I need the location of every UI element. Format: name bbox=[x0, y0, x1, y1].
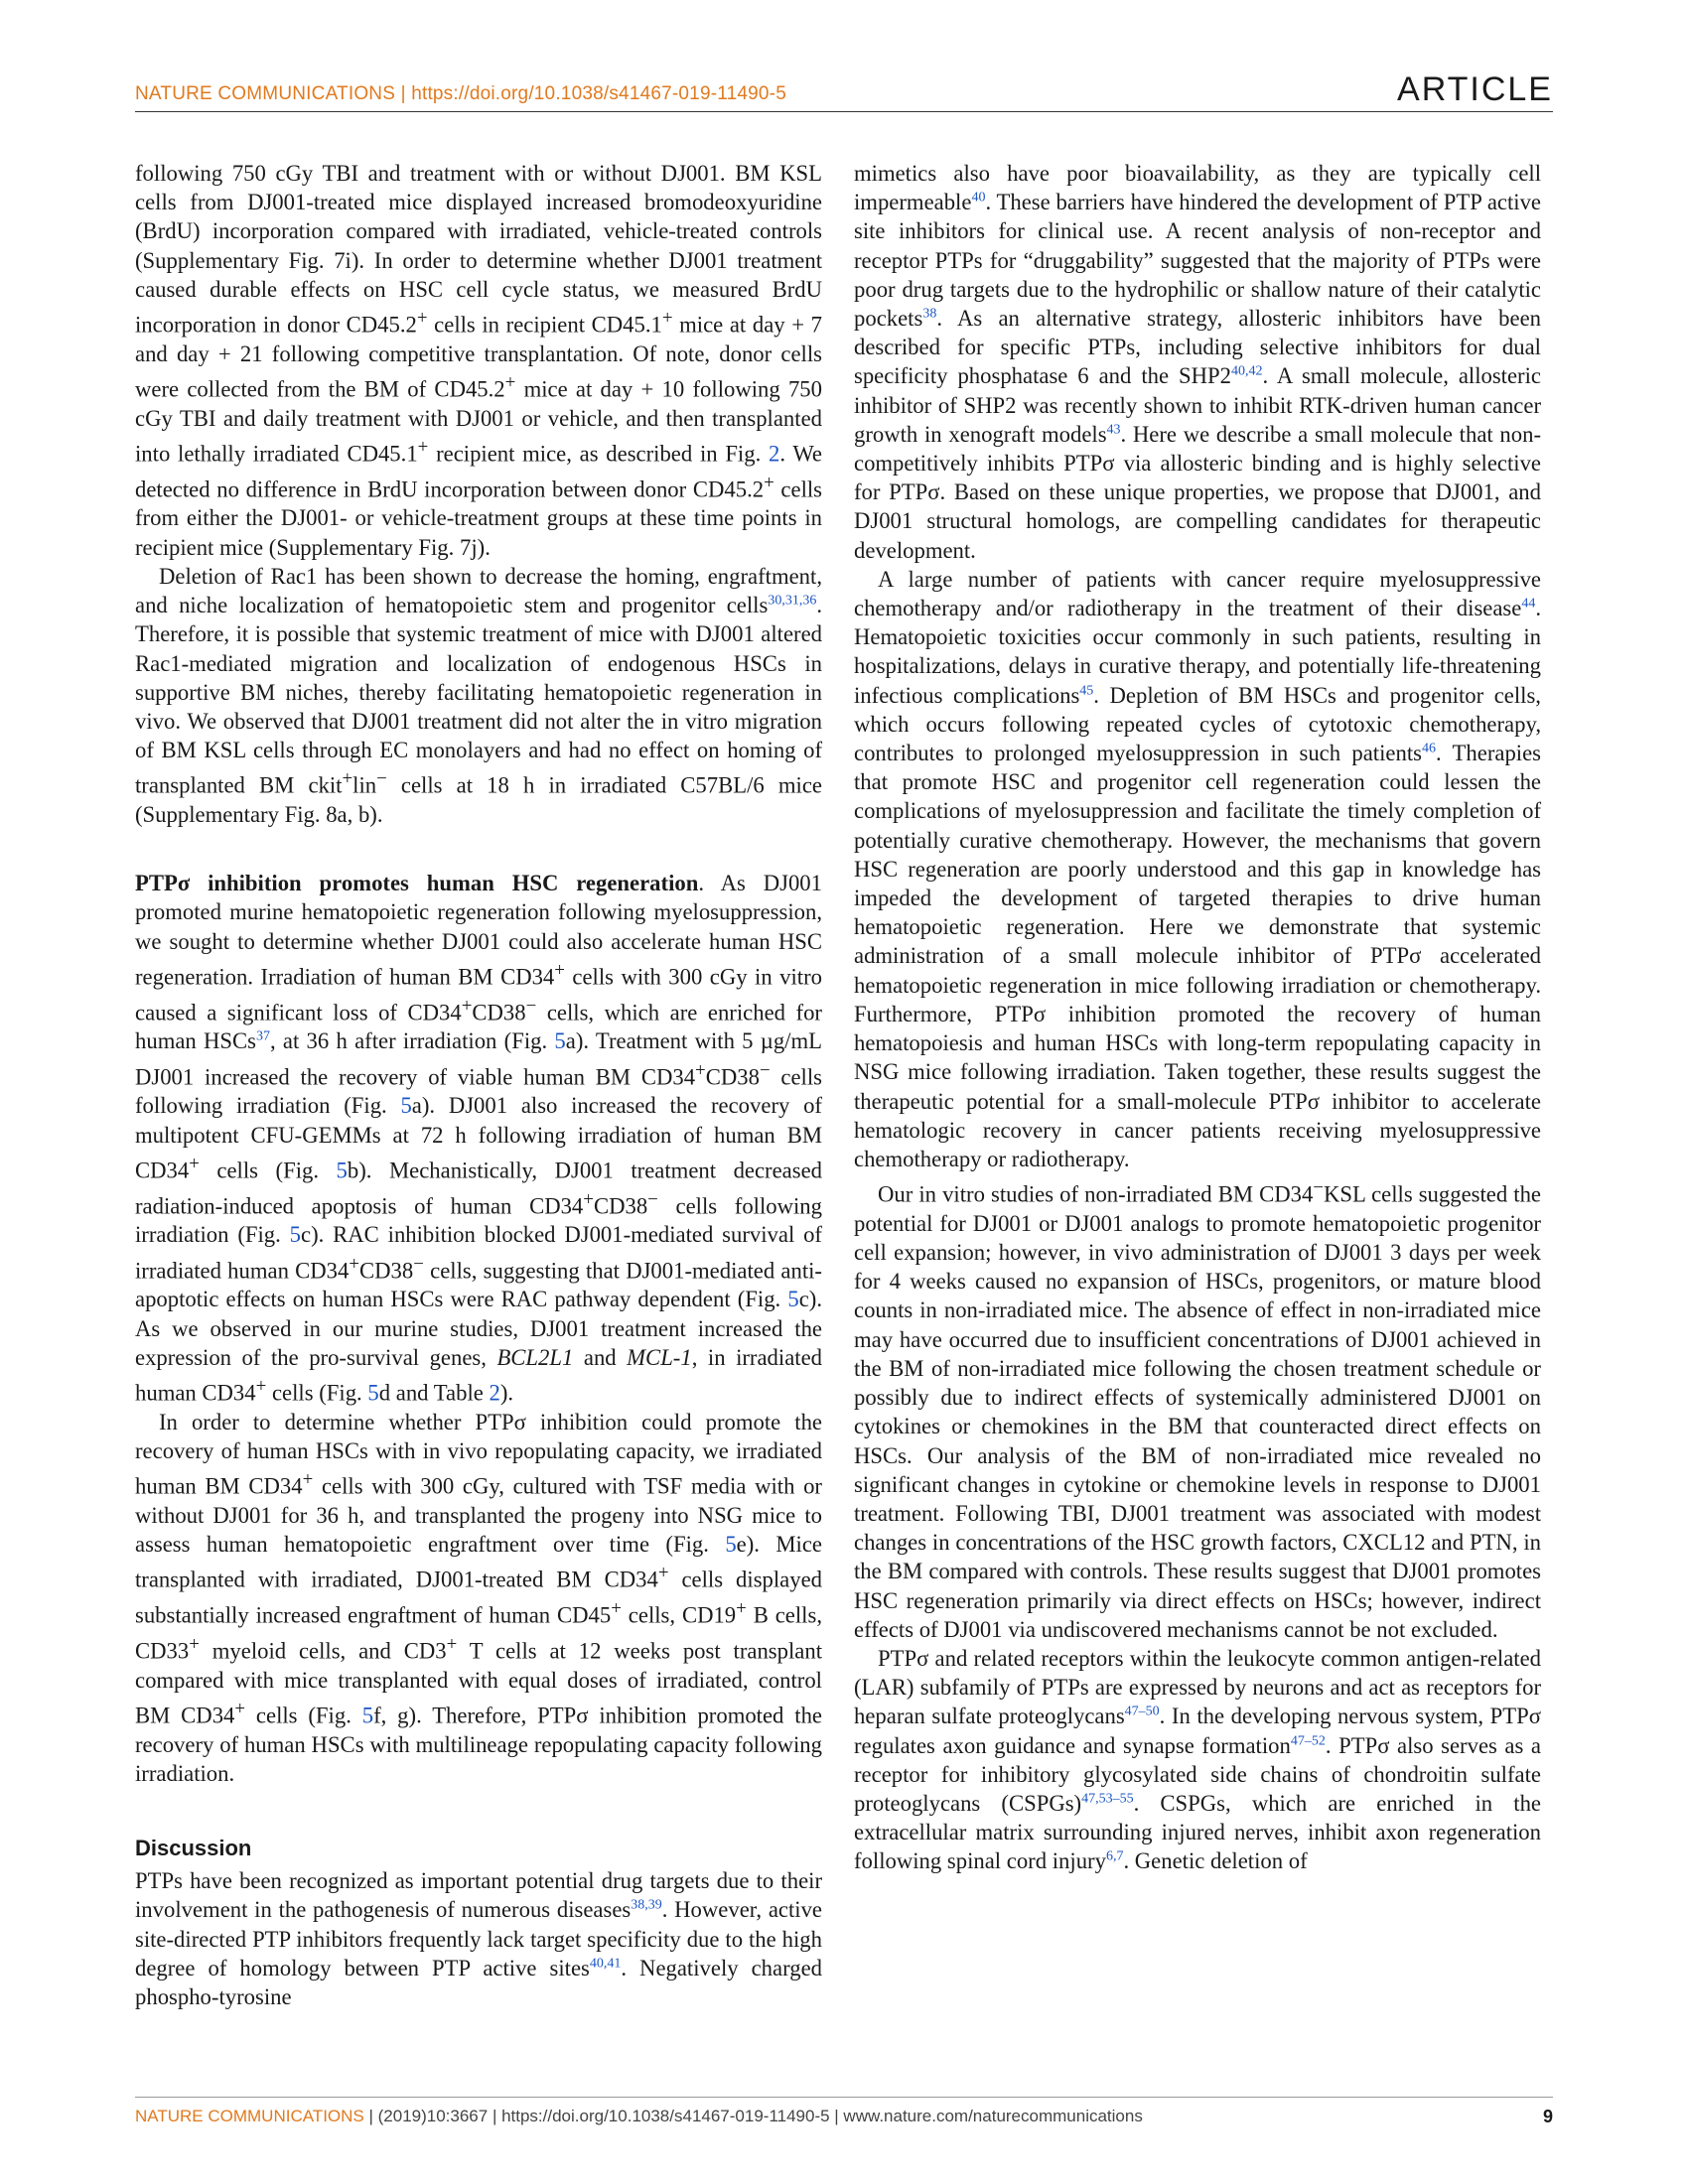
reference-link[interactable]: 37 bbox=[255, 1028, 270, 1044]
reference-link[interactable]: 45 bbox=[1079, 683, 1094, 699]
paragraph: A large number of patients with cancer require myelosuppressive chemotherapy and/or radiotherapy in the treatment of their disease$^{44}$. Hematopoietic toxicities occur commonly in such patients, resulting in hospitalizations, delays in curative therapy, and potentially life-threatening infectious complications$^{45}$. Depletion of BM HSCs and progenitor cells, which occurs following repeated cycles of cytotoxic chemotherapy, contributes to prolonged myelosuppression in such patients$^{46}$. Therapies that promote HSC and progenitor cell regeneration could lessen the complications of myelosuppression and facilitate the timely completion of potentially curative chemotherapy. However, the mechanisms that govern HSC regeneration are poorly understood and this gap in knowledge has impeded the development of targeted therapies to drive human hematopoietic regeneration. Here we demonstrate that systemic administration of a small molecule inhibitor of PTPσ accelerated hematopoietic regeneration in mice following irradiation or chemotherapy. Furthermore, PTPσ inhibition promoted the recovery of human hematopoiesis and human HSCs with long-term repopulating capacity in NSG mice following irradiation. Taken together, these results suggest the therapeutic potential for a small-molecule PTPσ inhibitor to accelerate hematologic recovery in cancer patients receiving myelosuppressive chemotherapy or radiotherapy. bbox=[854, 566, 1541, 1171]
reference-link[interactable]: 40 bbox=[971, 190, 986, 205]
reference-link[interactable]: 44 bbox=[1521, 596, 1536, 612]
paragraph: In order to determine whether PTPσ inhibition could promote the recovery of human HSCs with in vivo repopulating capacity, we irradiated human BM CD34+ cells with 300 cGy, cultured with TSF media with or without DJ001 for 36 h, and transplanted the progeny into NSG mice to assess human hematopoietic engraftment over time (Fig. 5e). Mice transplanted with irradiated, DJ001-treated BM CD34+ cells displayed substantially increased engraftment of human CD45+ cells, CD19+ B cells, CD33+ myeloid cells, and CD3+ T cells at 12 weeks post transplant compared with mice transplanted with equal doses of irradiated, control BM CD34+ cells (Fig. 5f, g). Therefore, PTPσ inhibition promoted the recovery of human HSCs with multilineage repopulating capacity following irradiation. bbox=[135, 1409, 823, 1786]
paragraph: Deletion of Rac1 has been shown to decrease the homing, engraftment, and niche localization of hematopoietic stem and progenitor cells$^{30,31,36}$. Therefore, it is possible that systemic treatment of mice with DJ001 altered Rac1-mediated migration and localization of endogenous HSCs in supportive BM niches, thereby facilitating hematopoietic regeneration in vivo. We observed that DJ001 treatment did not alter the in vitro migration of BM KSL cells through EC monolayers and had no effect on homing of transplanted BM ckit+lin− cells at 18 h in irradiated C57BL/6 mice (Supplementary Fig. 8a, b). bbox=[135, 563, 822, 828]
paragraph: PTPs have been recognized as important potential drug targets due to their involvement in the pathogenesis of numerous diseases$^{38,39}$. However, active site-directed PTP inhibitors frequently lack target specificity due to the high degree of homology between PTP active sites$^{40,41}$. Negatively charged phospho-tyrosine bbox=[135, 1868, 823, 2009]
reference-link[interactable]: 40,41 bbox=[589, 1956, 622, 1972]
figure-link[interactable]: 5 bbox=[361, 1703, 374, 1728]
subsection-heading: PTPσ inhibition promotes human HSC regeneration bbox=[135, 871, 699, 896]
footer-journal-name: NATURE COMMUNICATIONS bbox=[135, 2107, 364, 2125]
paragraph: PTPσ and related receptors within the leukocyte common antigen-related (LAR) subfamily of PTPs are expressed by neurons and act as receptors for heparan sulfate proteoglycans$^{47-50}$. In the developing nervous system, PTPσ regulates axon guidance and synapse formation$^{47-52}$. PTPσ also serves as a receptor for inhibitory glycosylated side chains of chondroitin sulfate proteoglycans (CSPGs)$^{47,53-55}$. CSPGs, which are enriched in the extracellular matrix surrounding injured nerves, inhibit axon regeneration following spinal cord injury$^{6,7}$. Genetic deletion of bbox=[854, 1645, 1541, 1874]
journal-name: NATURE COMMUNICATIONS | https://doi.org/10.1038/s41467-019-11490-5 bbox=[135, 83, 786, 104]
figure-link[interactable]: 5 bbox=[554, 1028, 566, 1054]
reference-link[interactable]: 47–52 bbox=[1290, 1732, 1326, 1748]
footer-citation: | (2019)10:3667 | https://doi.org/10.1038/s41467-019-11490-5 | www.nature.com/naturecommunications bbox=[363, 2107, 1143, 2125]
right-column bbox=[854, 159, 1541, 1876]
left-column bbox=[135, 159, 822, 2011]
reference-link[interactable]: 6,7 bbox=[1105, 1848, 1124, 1864]
figure-link[interactable]: 5 bbox=[787, 1287, 799, 1312]
reference-link[interactable]: 46 bbox=[1421, 741, 1436, 756]
article-type-label: ARTICLE bbox=[1397, 70, 1553, 108]
reference-link[interactable]: 38,39 bbox=[631, 1897, 662, 1913]
paragraph: following 750 cGy TBI and treatment with or without DJ001. BM KSL cells from DJ001-treated mice displayed increased bromodeoxyuridine (BrdU) incorporation compared with irradiated, vehicle-treated controls (Supplementary Fig. 7i). In order to determine whether DJ001 treatment caused durable effects on HSC cell cycle status, we measured BrdU incorporation in donor CD45.2+ cells in recipient CD45.1+ mice at day + 7 and day + 21 following competitive transplantation. Of note, donor cells were collected from the BM of CD45.2+ mice at day + 10 following 750 cGy TBI and daily treatment with DJ001 or vehicle, and then transplanted into lethally irradiated CD45.1+ recipient mice, as described in Fig. 2. We detected no difference in BrdU incorporation between donor CD45.2+ cells from either the DJ001- or vehicle-treatment groups at these time points in recipient mice (Supplementary Fig. 7j). bbox=[135, 161, 823, 560]
running-footer bbox=[135, 2107, 1553, 2136]
reference-link[interactable]: 43 bbox=[1106, 422, 1121, 438]
reference-link[interactable]: 30,31,36 bbox=[768, 593, 817, 609]
figure-link[interactable]: 5 bbox=[725, 1532, 737, 1558]
figure-link[interactable]: 5 bbox=[400, 1093, 412, 1119]
table-link[interactable]: 2 bbox=[489, 1380, 500, 1406]
figure-link[interactable]: 5 bbox=[336, 1158, 348, 1183]
footer-divider bbox=[135, 2097, 1553, 2098]
paragraph: Our in vitro studies of non-irradiated BM CD34−KSL cells suggested the potential for DJ001 or DJ001 analogs to promote hematopoietic progenitor cell expansion; however, in vivo administration of DJ001 3 days per week for 4 weeks caused no expansion of HSCs, progenitors, or mature blood counts in non-irradiated mice. The absence of effect in non-irradiated mice may have occurred due to insufficient concentrations of DJ001 achieved in the BM of non-irradiated mice following the chosen treatment schedule or possibly due to indirect effects of systemically administered DJ001 on cytokines or chemokines in the BM that counteracted direct effects on HSCs. Our analysis of the BM of non-irradiated mice revealed no significant changes in cytokine or chemokine levels in response to DJ001 treatment. Following TBI, DJ001 treatment was associated with modest changes in concentrations of the HSC growth factors, CXCL12 and PTN, in the BM compared with controls. These results suggest that DJ001 promotes HSC regeneration primarily via direct effects on HSCs; however, indirect effects of DJ001 via undiscovered mechanisms cannot be not excluded. bbox=[854, 1177, 1541, 1642]
paragraph: PTPσ inhibition promotes human HSC regeneration. As DJ001 promoted murine hematopoietic regeneration following myelosuppression, we sought to determine whether DJ001 could also accelerate human HSC regeneration. Irradiation of human BM CD34+ cells with 300 cGy in vitro caused a significant loss of CD34+CD38− cells, which are enriched for human HSCs$^{37}$, at 36 h after irradiation (Fig. 5a). Treatment with 5 µg/mL DJ001 increased the recovery of viable human BM CD34+CD38− cells following irradiation (Fig. 5a). DJ001 also increased the recovery of multipotent CFU-GEMMs at 72 h following irradiation of human BM CD34+ cells (Fig. 5b). Mechanistically, DJ001 treatment decreased radiation-induced apoptosis of human CD34+CD38− cells following irradiation (Fig. 5c). RAC inhibition blocked DJ001-mediated survival of irradiated human CD34+CD38− cells, suggesting that DJ001-mediated anti-apoptotic effects on human HSCs were RAC pathway dependent (Fig. 5c). As we observed in our murine studies, DJ001 treatment increased the expression of the pro-survival genes, BCL2L1 and MCL-1, in irradiated human CD34+ cells (Fig. 5d and Table 2). bbox=[135, 871, 822, 1406]
running-header bbox=[135, 69, 1553, 109]
figure-link[interactable]: 5 bbox=[367, 1380, 379, 1406]
reference-link[interactable]: 47,53–55 bbox=[1081, 1791, 1134, 1807]
reference-link[interactable]: 47–50 bbox=[1124, 1704, 1160, 1719]
page-number: 9 bbox=[1542, 2107, 1553, 2126]
figure-link[interactable]: 5 bbox=[289, 1222, 302, 1248]
figure-link[interactable]: 2 bbox=[768, 441, 780, 467]
reference-link[interactable]: 38 bbox=[922, 306, 937, 322]
reference-link[interactable]: 40,42 bbox=[1230, 363, 1263, 379]
header-divider bbox=[135, 111, 1553, 112]
paragraph: mimetics also have poor bioavailability, as they are typically cell impermeable$^{40}$. These barriers have hindered the development of PTP active site inhibitors for clinical use. A recent analysis of non-receptor and receptor PTPs for “druggability” suggested that the majority of PTPs were poor drug targets due to the hydrophilic or shallow nature of their catalytic pockets$^{38}$. As an alternative strategy, allosteric inhibitors have been described for specific PTPs, including selective inhibitors for dual specificity phosphatase 6 and the SHP2$^{40,42}$. A small molecule, allosteric inhibitor of SHP2 was recently shown to inhibit RTK-driven human cancer growth in xenograft models$^{43}$. Here we describe a small molecule that non-competitively inhibits PTPσ via allosteric binding and is highly selective for PTPσ. Based on these unique properties, we propose that DJ001, and DJ001 structural homologs, are compelling candidates for therapeutic development. bbox=[854, 161, 1541, 563]
section-heading-discussion: Discussion bbox=[135, 1835, 252, 1860]
